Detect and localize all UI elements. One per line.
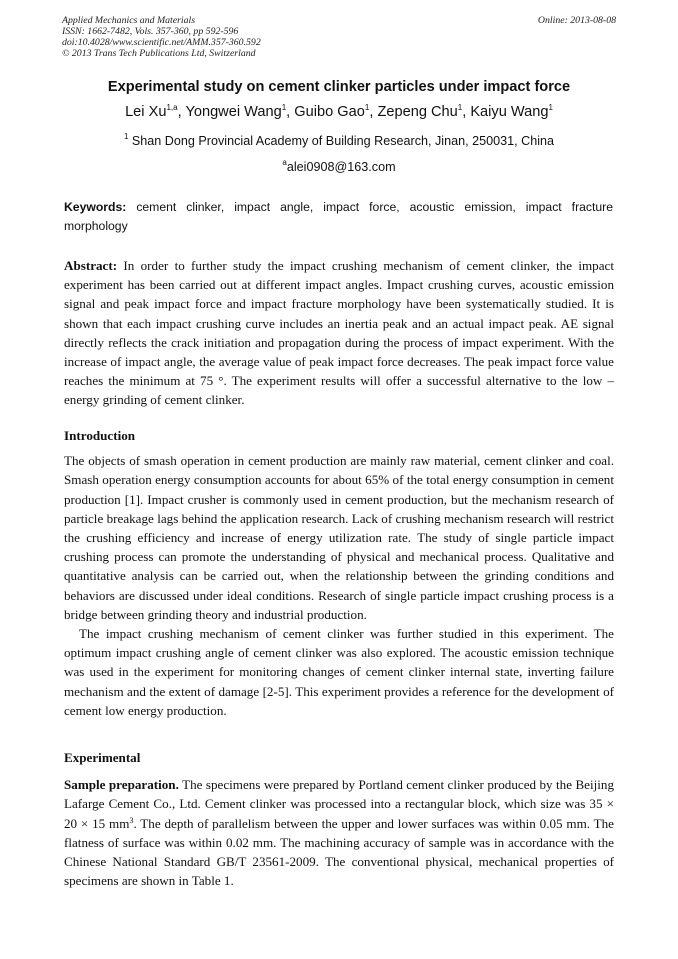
author-affiliation-mark: 1 [364, 103, 370, 112]
subsection-label: Sample preparation. [64, 777, 179, 793]
author-affiliation-mark: 1 [281, 103, 287, 112]
paper-title: Experimental study on cement clinker particles under impact force [107, 79, 571, 95]
affiliation-mark: 1 [123, 132, 129, 141]
author-name: Yongwei Wang [185, 104, 282, 120]
author-name: Guibo Gao [294, 104, 365, 120]
section-heading-introduction: Introduction [64, 428, 136, 443]
journal-doi: doi:10.4028/www.scientific.net/AMM.357-360.592 [62, 37, 261, 48]
author-name: Zepeng Chu [377, 104, 458, 120]
journal-name: Applied Mechanics and Materials [62, 15, 196, 26]
keywords-text: cement clinker, impact angle, impact force, acoustic emission, impact fracture morphology [64, 200, 614, 233]
author-name: Lei Xu [125, 104, 167, 120]
author-email [0, 160, 678, 174]
affiliation [0, 134, 678, 148]
experimental-section [64, 748, 614, 890]
paragraph-text: . The depth of parallelism between the upper and lower surfaces was within 0.05 mm. The flatness of surface was within 0.02 mm. The machining accuracy of sample was in accordance with the Chinese National Standard GB/T 23561-2009. The conventional physical, mechanical properties of specimens are shown in Table 1. [64, 815, 614, 889]
author-name: Kaiyu Wang [470, 104, 549, 120]
sample-preparation-paragraph [64, 775, 614, 890]
introduction-paragraph-2: The impact crushing mechanism of cement clinker was further studied in this experiment. The optimum impact crushing angle of cement clinker was also explored. The acoustic emission technique was used in the experiment for monitoring changes of cement clinker internal state, inverting failure mechanism and the extent of damage [2-5]. This experiment provides a reference for the development of cement low energy production. [64, 626, 614, 718]
section-heading-experimental: Experimental [64, 750, 141, 765]
introduction-paragraph-1: The objects of smash operation in cement production are mainly raw material, cement clinker and coal. Smash operation energy consumption accounts for about 65% of the total energy consumption in cement production [1]. Impact crusher is commonly used in cement production, but the mechanism research of particle breakage lags behind the application research. Lack of crushing mechanism research will restrict the crushing efficiency and increase of energy utilization rate. The study of single particle impact crushing process can promote the understanding of physical and mechanical process. Qualitative and quantitative analysis can be carried out, when the relationship between the grinding conditions and behaviors are discussed under ideal conditions. Research of single particle impact crushing process is a bridge between grinding theory and industrial production. [64, 453, 614, 622]
email-mark: a [282, 158, 287, 167]
introduction-section [64, 426, 614, 720]
keywords-label: Keywords: [64, 200, 127, 214]
online-date: Online: 2013-08-08 [537, 15, 616, 26]
abstract [64, 256, 614, 410]
journal-issn: ISSN: 1662-7482, Vols. 357-360, pp 592-596 [62, 26, 239, 37]
abstract-text: In order to further study the impact crushing mechanism of cement clinker, the impact experiment has been carried out at different impact angles. Impact crushing curves, acoustic emission signal and peak impact force and impact fracture morphology have been systematically studied. It is shown that each impact crushing curve includes an inertia peak and an actual impact peak. AE signal directly reflects the crack initiation and propagation during the process of impact experiment. With the increase of impact angle, the average value of peak impact force decreases. The peak impact force value reaches the minimum at 75 °. The experiment results will offer a successful alternative to the low – energy grinding of cement clinker. [64, 258, 614, 408]
journal-header [62, 15, 618, 59]
author-affiliation-mark: 1 [457, 103, 463, 112]
affiliation-text: Shan Dong Provincial Academy of Building Research, Jinan, 250031, China [131, 134, 555, 148]
author-affiliation-mark: 1,a [166, 103, 178, 112]
superscript-3: 3 [129, 815, 134, 825]
keywords [64, 198, 613, 236]
author-list: Lei Xu$^{1,a}$, Yongwei Wang$^1$, Guibo Gao$^1$, Zepeng Chu$^1$, Kaiyu Wang$^1$ [125, 103, 553, 120]
email-address: alei0908@163.com [286, 160, 396, 174]
journal-copyright: © 2013 Trans Tech Publications Ltd, Switzerland [62, 48, 256, 59]
paragraph-text: The specimens were prepared by Portland cement clinker produced by the Beijing Lafarge Cement Co., Ltd. Cement clinker was processed into a rectangular block, which size was 35 × 20 × 15 mm [64, 777, 615, 831]
abstract-label: Abstract: [64, 258, 118, 273]
author-affiliation-mark: 1 [548, 103, 553, 112]
